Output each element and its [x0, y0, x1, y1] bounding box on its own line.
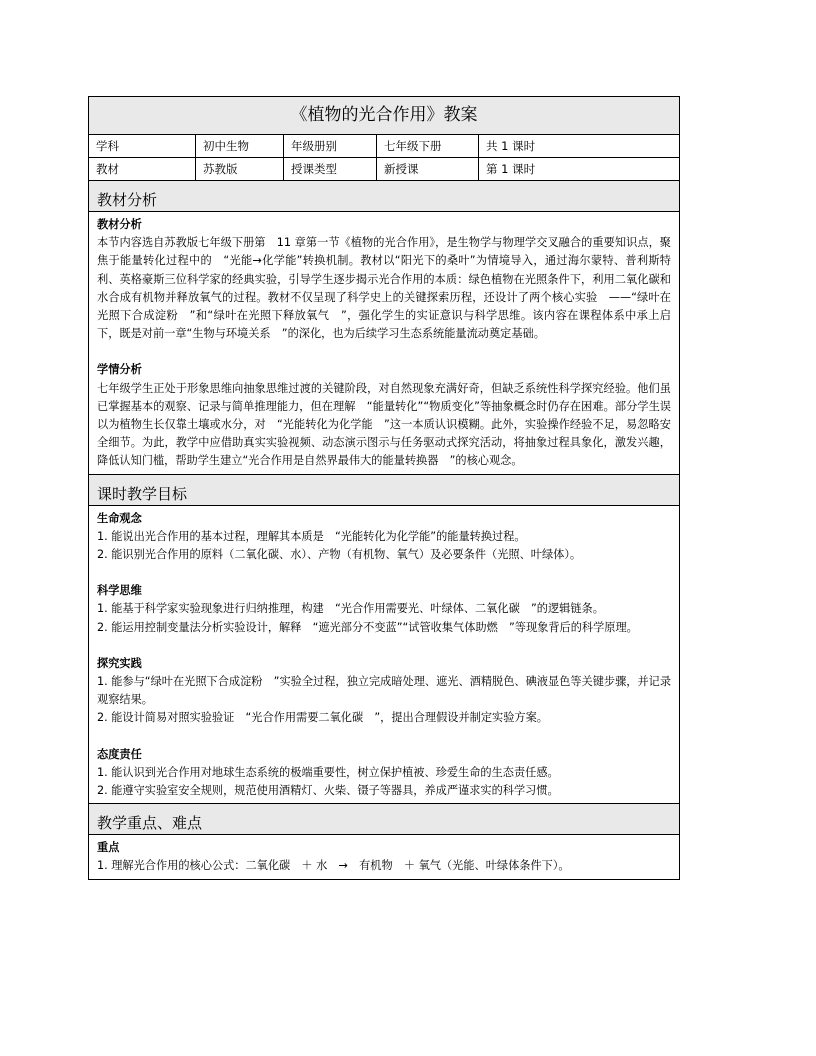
info-row-textbook — [89, 158, 679, 181]
goal-item: 2. 能遵守实验室安全规则，规范使用酒精灯、火柴、镊子等器具，养成严谨求实的科学习惯。 — [97, 784, 559, 798]
info-value-subject: 初中生物 — [196, 135, 284, 157]
paragraph-student-analysis: 七年级学生正处于形象思维向抽象思维过渡的关键阶段，对自然现象充满好奇，但缺乏系统性科学探究经验。他们虽已掌握基本的观察、记录与简单推理能力，但在理解 “能量转化”“物质变化”等抽象概念时仍存在困难。部分学生误以为植物生长仅靠土壤或水分，对 “光能转化为化学能 ”这一本质认识模糊。此外，实验操作经验不足，易忽略安全细节。为此，教学中应借助真实实验视频、动态演示图示与任务驱动式探究活动，将抽象过程具象化，激发兴趣，降低认知门槛，帮助学生建立“光合作用是自然界最伟大的能量转换器 ”的核心观念。 — [97, 381, 671, 468]
goal-item: 2. 能设计简易对照实验验证 “光合作用需要二氧化碳 ”，提出合理假设并制定实验方案。 — [97, 711, 548, 725]
info-value-textbook: 苏教版 — [196, 158, 284, 180]
info-label-lesson-type: 授课类型 — [284, 158, 377, 180]
info-label-subject: 学科 — [89, 135, 196, 157]
info-value-period: 第 1 课时 — [486, 162, 536, 176]
info-label-textbook: 教材 — [89, 158, 196, 180]
section-heading-keypoints: 教学重点、难点 — [89, 804, 679, 835]
goal-item: 1. 能说出光合作用的基本过程，理解其本质是 “光能转化为化学能”的能量转换过程。 — [97, 529, 526, 543]
section-body-keypoints — [89, 835, 679, 878]
key-point-item: 1. 理解光合作用的核心公式：二氧化碳 ＋ 水 → 有机物 ＋ 氧气（光能、叶绿体条件下）。 — [97, 859, 570, 873]
goal-item: 1. 能参与“绿叶在光照下合成淀粉 ”实验全过程，独立完成暗处理、遮光、酒精脱色、碘液显色等关键步骤，并记录观察结果。 — [97, 675, 672, 707]
subheading-textbook-analysis: 教材分析 — [97, 218, 142, 231]
goal-group-title: 生命观念 — [97, 511, 142, 525]
goal-item: 1. 能认识到光合作用对地球生态系统的极端重要性，树立保护植被、珍爱生命的生态责任感。 — [97, 765, 559, 779]
section-heading-analysis: 教材分析 — [89, 181, 679, 212]
info-value-total-periods: 共 1 课时 — [486, 139, 536, 153]
info-label-grade: 年级册别 — [284, 135, 377, 157]
section-body-analysis — [89, 212, 679, 475]
paragraph-textbook-analysis: 本节内容选自苏教版七年级下册第 11 章第一节《植物的光合作用》，是生物学与物理学交叉融合的重要知识点，聚焦于能量转化过程中的 “光能→化学能”转换机制。教材以“阳光下的桑叶”为情境导入，通过海尔蒙特、普利斯特利、英格豪斯三位科学家的经典实验，引导学生逐步揭示光合作用的本质：绿色植物在光照条件下，利用二氧化碳和水合成有机物并释放氧气的过程。教材不仅呈现了科学史上的关键探索历程，还设计了两个核心实验 ——“绿叶在光照下合成淀粉 ”和“绿叶在光照下释放氧气 ”，强化学生的实证意识与科学思维。该内容在课程体系中承上启下，既是对前一章“生物与环境关系 ”的深化，也为后续学习生态系统能量流动奠定基础。 — [97, 236, 671, 341]
subheading-key-point: 重点 — [97, 841, 120, 855]
document-title: 《植物的光合作用》教案 — [89, 97, 679, 135]
section-body-goals — [89, 506, 679, 805]
info-row-subject — [89, 135, 679, 158]
goal-item: 1. 能基于科学家实验现象进行归纳推理，构建 “光合作用需要光、叶绿体、二氧化碳 ”的逻辑链条。 — [97, 602, 604, 616]
info-value-grade: 七年级下册 — [377, 135, 479, 157]
goal-item: 2. 能识别光合作用的原料（二氧化碳、水）、产物（有机物、氧气）及必要条件（光照、叶绿体）。 — [97, 548, 582, 562]
goal-group-title: 探究实践 — [97, 656, 142, 670]
section-heading-goals: 课时教学目标 — [89, 475, 679, 506]
info-value-lesson-type: 新授课 — [377, 158, 479, 180]
lesson-plan-table — [88, 96, 680, 880]
subheading-student-analysis: 学情分析 — [97, 363, 142, 377]
goal-group-title: 态度责任 — [97, 747, 142, 761]
goal-group-title: 科学思维 — [97, 584, 142, 598]
goal-item: 2. 能运用控制变量法分析实验设计，解释 “遮光部分不变蓝”“试管收集气体助燃 ”等现象背后的科学原理。 — [97, 620, 638, 634]
